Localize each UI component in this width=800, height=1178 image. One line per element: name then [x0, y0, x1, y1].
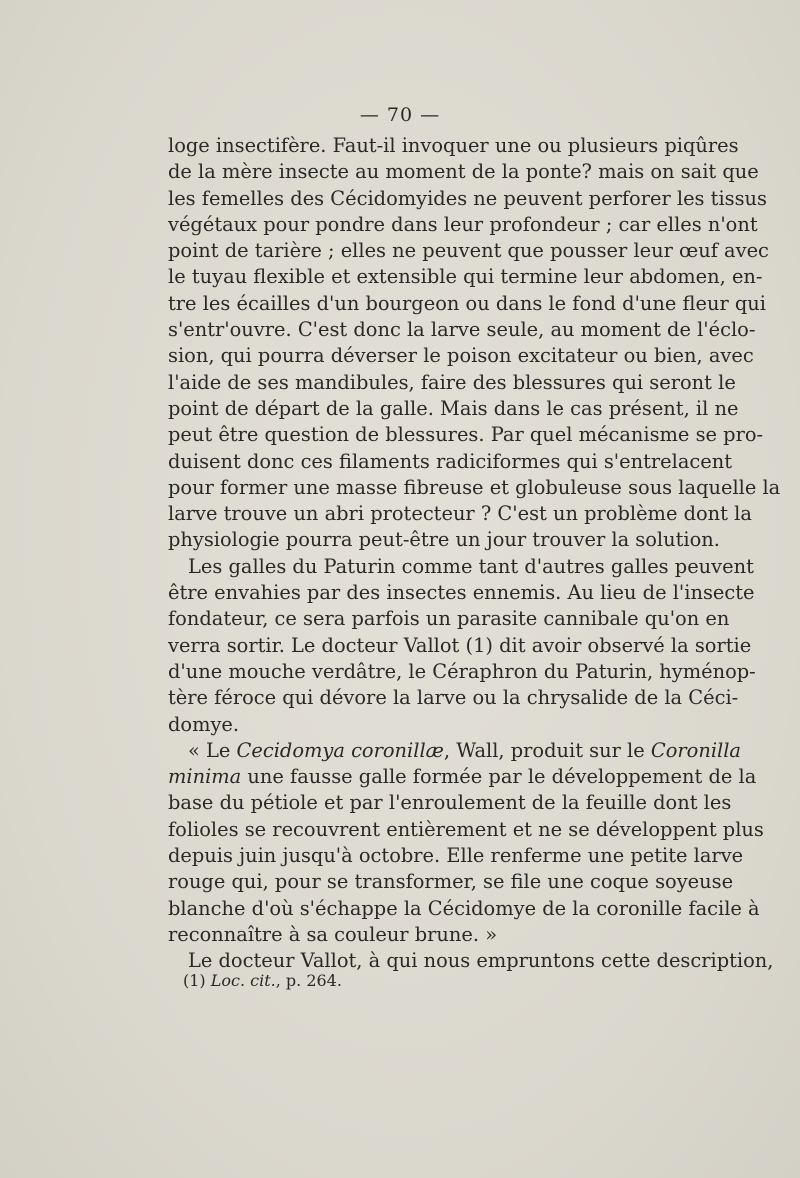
- text-line: le tuyau flexible et extensible qui termine leur abdomen, en-: [168, 265, 763, 289]
- text-run: , Wall, produit sur le: [443, 738, 651, 762]
- body-text: [168, 133, 781, 975]
- text-line: Les galles du Paturin comme tant d'autres galles peuvent: [188, 554, 754, 578]
- text-line: blanche d'où s'échappe la Cécidomye de la coronille facile à: [168, 896, 760, 920]
- text-line: tère féroce qui dévore la larve ou la chrysalide de la Céci-: [168, 686, 739, 710]
- text-line: l'aide de ses mandibules, faire des blessures qui seront le: [168, 370, 736, 394]
- text-line: sion, qui pourra déverser le poison excitateur ou bien, avec: [168, 344, 754, 368]
- text-line: base du pétiole et par l'enroulement de la feuille dont les: [168, 791, 732, 815]
- text-run: une fausse galle formée par le développement de la: [241, 765, 757, 789]
- text-line: reconnaître à sa couleur brune. »: [168, 922, 498, 946]
- text-line: duisent donc ces filaments radiciformes qui s'entrelacent: [168, 449, 733, 473]
- text-line: physiologie pourra peut-être un jour trouver la solution.: [168, 528, 720, 552]
- footnote-citation: Loc. cit.: [210, 971, 276, 990]
- footnote-number: (1): [183, 971, 211, 990]
- text-line: pour former une masse fibreuse et globuleuse sous laquelle la: [168, 475, 781, 499]
- text-line: verra sortir. Le docteur Vallot (1) dit avoir observé la sortie: [168, 633, 752, 657]
- text-line: rouge qui, pour se transformer, se file une coque soyeuse: [168, 870, 734, 894]
- text-line: [168, 764, 757, 790]
- text-line: point de départ de la galle. Mais dans le cas présent, il ne: [168, 396, 739, 420]
- text-line: Le docteur Vallot, à qui nous empruntons cette description,: [188, 949, 774, 973]
- page-number: — 70 —: [359, 104, 441, 126]
- text-line: peut être question de blessures. Par quel mécanisme se pro-: [168, 423, 764, 447]
- text-line: végétaux pour pondre dans leur profondeur ; car elles n'ont: [168, 212, 758, 236]
- species-name: Cecidomya coronillæ: [236, 738, 444, 762]
- footnote-page: , p. 264.: [275, 971, 342, 990]
- text-line: folioles se recouvrent entièrement et ne se développent plus: [168, 817, 764, 841]
- text-line: larve trouve un abri protecteur ? C'est un problème dont la: [168, 502, 752, 526]
- text-line: les femelles des Cécidomyides ne peuvent perforer les tissus: [168, 186, 767, 210]
- text-line: depuis juin jusqu'à octobre. Elle renferme une petite larve: [168, 844, 744, 868]
- text-line: loge insectifère. Faut-il invoquer une ou plusieurs piqûres: [168, 134, 739, 157]
- text-line: de la mère insecte au moment de la ponte? mais on sait que: [168, 160, 759, 184]
- genus-name: Coronilla: [650, 738, 741, 762]
- text-line: point de tarière ; elles ne peuvent que pousser leur œuf avec: [168, 239, 769, 263]
- footnote: [183, 971, 342, 990]
- quote-open: « Le: [188, 738, 237, 762]
- text-line: [168, 738, 741, 764]
- species-epithet: minima: [168, 765, 242, 789]
- text-line: d'une mouche verdâtre, le Céraphron du Paturin, hyménop-: [168, 659, 756, 683]
- text-line: domye.: [168, 712, 240, 736]
- text-line: être envahies par des insectes ennemis. Au lieu de l'insecte: [168, 581, 755, 605]
- text-line: tre les écailles d'un bourgeon ou dans le fond d'une fleur qui: [168, 291, 766, 315]
- text-line: s'entr'ouvre. C'est donc la larve seule, au moment de l'éclo-: [168, 318, 756, 342]
- text-line: fondateur, ce sera parfois un parasite cannibale qu'on en: [168, 607, 730, 631]
